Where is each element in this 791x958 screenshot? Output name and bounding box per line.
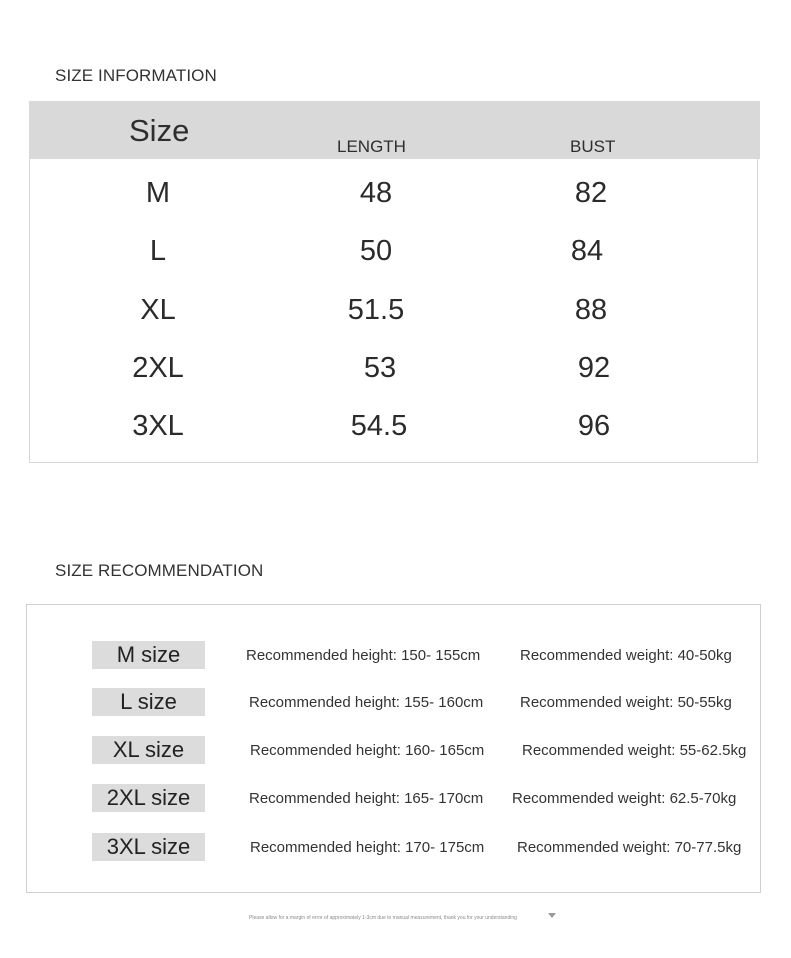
list-item [27,641,762,671]
cell-bust: 84 [570,235,604,267]
header-length: LENGTH [337,137,406,156]
table-row [30,177,759,217]
cell-size: M [145,177,171,209]
header-bust: BUST [570,137,616,156]
table-header [29,101,760,159]
recommended-weight: Recommended weight: 50-55kg [520,694,732,711]
list-item [27,833,762,863]
cell-length: 53 [363,352,397,384]
recommended-height: Recommended height: 165- 170cm [249,790,484,807]
recommended-height: Recommended height: 155- 160cm [249,694,484,711]
recommended-weight: Recommended weight: 55-62.5kg [522,742,747,759]
size-badge: XL size [92,736,205,764]
cell-length: 48 [359,177,393,209]
recommended-height: Recommended height: 150- 155cm [246,647,481,664]
table-row [30,294,759,334]
table-row [30,410,759,450]
size-badge: 2XL size [92,784,205,812]
header-size: Size [129,113,190,148]
size-badge: L size [92,688,205,716]
cell-bust: 88 [574,294,608,326]
cell-size: L [149,235,167,267]
recommended-weight: Recommended weight: 62.5-70kg [512,790,737,807]
size-recommendation-title: SIZE RECOMMENDATION [55,561,264,580]
cell-bust: 82 [574,177,608,209]
cell-length: 51.5 [347,294,405,326]
recommended-height: Recommended height: 170- 175cm [250,839,485,856]
size-badge: M size [92,641,205,669]
size-recommendation-box [26,604,761,893]
cell-size: 3XL [132,410,184,442]
recommended-weight: Recommended weight: 40-50kg [520,647,732,664]
measurement-footnote: Please allow for a margin of error of approximately 1-3cm due to manual measurement, thank you for your understanding [249,915,517,921]
cell-size: 2XL [132,352,184,384]
list-item [27,784,762,814]
cell-length: 54.5 [350,410,408,442]
size-information-title: SIZE INFORMATION [55,66,217,85]
size-badge: 3XL size [92,833,205,861]
cell-length: 50 [359,235,393,267]
recommended-weight: Recommended weight: 70-77.5kg [517,839,742,856]
cell-size: XL [140,294,176,326]
list-item [27,736,762,766]
table-row [30,352,759,392]
size-information-table [29,101,758,463]
recommended-height: Recommended height: 160- 165cm [250,742,485,759]
cell-bust: 96 [577,410,611,442]
list-item [27,688,762,718]
table-row [30,235,759,275]
arrow-down-icon [548,913,556,918]
cell-bust: 92 [577,352,611,384]
